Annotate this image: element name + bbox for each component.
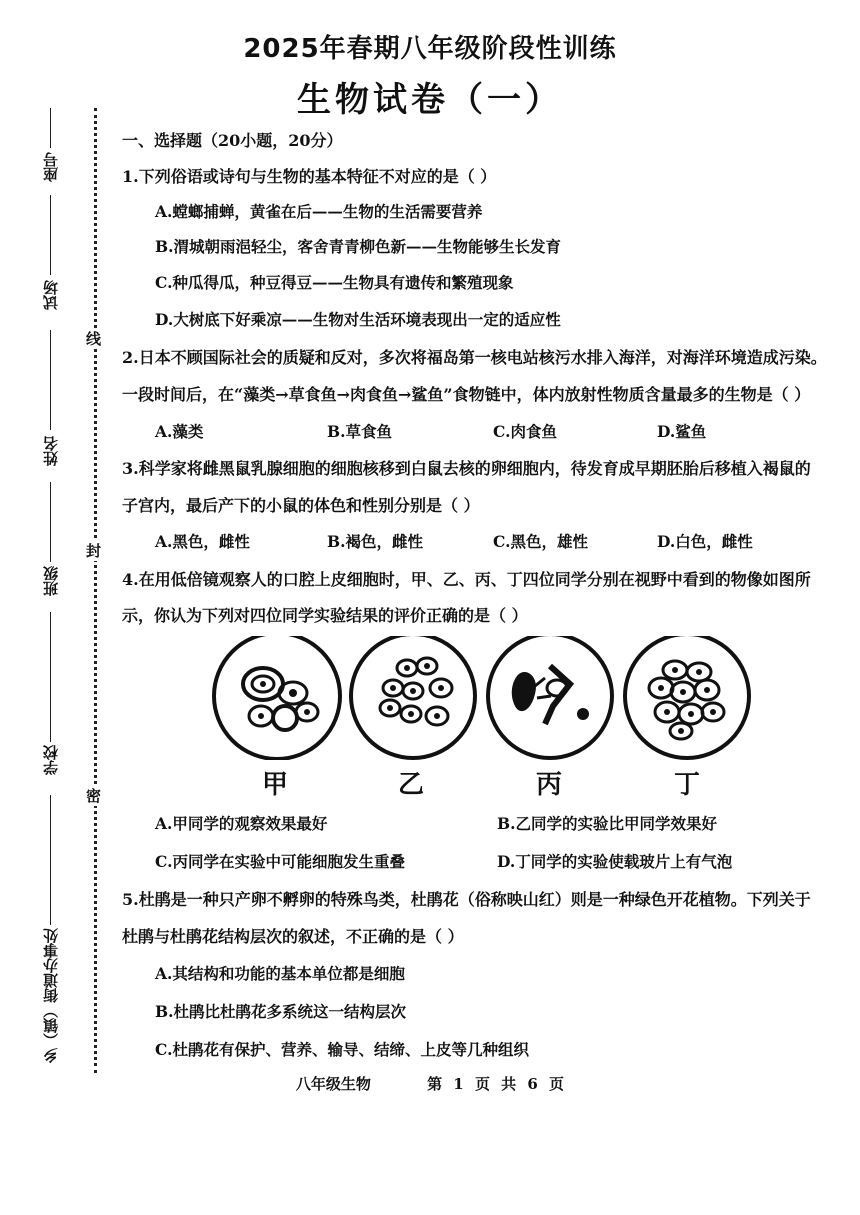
- question-1-option-a: A.螳螂捕蝉，黄雀在后——生物的生活需要营养: [155, 202, 483, 221]
- figure-label-ding: 丁: [674, 770, 701, 800]
- footer-page-number: 第 1 页 共 6 页: [427, 1075, 565, 1093]
- class-blank[interactable]: [50, 482, 51, 562]
- question-3-option-c: C.黑色，雄性: [493, 532, 588, 551]
- seat-number-label: 座号: [42, 152, 60, 182]
- question-4-option-b: B.乙同学的实验比甲同学效果好: [497, 814, 717, 833]
- name-label: 姓名: [42, 436, 60, 466]
- class-label: 班级: [42, 566, 60, 596]
- question-4-option-c: C.丙同学在实验中可能细胞发生重叠: [155, 852, 405, 871]
- binding-dotted-line: [94, 108, 97, 1073]
- question-1-option-c: C.种瓜得瓜，种豆得豆——生物具有遗传和繁殖现象: [155, 273, 514, 292]
- figure-label-jia: 甲: [262, 770, 289, 800]
- question-3-option-b: B.褐色，雌性: [327, 532, 423, 551]
- page-footer: [0, 1073, 860, 1094]
- question-1-stem: 1.下列俗语或诗句与生物的基本特征不对应的是（ ）: [122, 167, 497, 186]
- view-yi: [351, 636, 475, 758]
- seat-number-blank[interactable]: [50, 108, 51, 148]
- question-3-stem-line2: 子宫内，最后产下的小鼠的体色和性别分别是（ ）: [122, 496, 480, 515]
- question-5-stem-line1: 5.杜鹃是一种只产卵不孵卵的特殊鸟类，杜鹃花（俗称映山红）则是一种绿色开花植物。下列关于: [122, 890, 811, 909]
- question-5-stem-line2: 杜鹃与杜鹃花结构层次的叙述，不正确的是（ ）: [122, 927, 464, 946]
- township-blank[interactable]: [50, 795, 51, 925]
- binding-marker-secret: 密: [86, 787, 102, 805]
- microscope-views-figure: [205, 636, 765, 760]
- question-3-stem-line1: 3.科学家将雌黑鼠乳腺细胞的细胞核移到白鼠去核的卵细胞内，待发育成早期胚胎后移植入褐鼠的: [122, 459, 811, 478]
- name-blank[interactable]: [50, 330, 51, 430]
- binding-marker-line: 线: [86, 330, 102, 348]
- view-ding: [625, 636, 749, 758]
- question-2-option-a: A.藻类: [155, 422, 204, 441]
- exam-room-blank[interactable]: [50, 195, 51, 275]
- question-4-stem-line1: 4.在用低倍镜观察人的口腔上皮细胞时，甲、乙、丙、丁四位同学分别在视野中看到的物像如图所: [122, 570, 811, 589]
- binding-marker-seal: 封: [86, 542, 102, 560]
- view-bing: [488, 636, 612, 758]
- figure-label-yi: 乙: [398, 770, 425, 800]
- exam-title-line1: 2025年春期八年级阶段性训练: [243, 34, 617, 64]
- question-5-option-c: C.杜鹃花有保护、营养、输导、结缔、上皮等几种组织: [155, 1040, 529, 1059]
- question-2-option-b: B.草食鱼: [327, 422, 392, 441]
- question-1-option-d: D.大树底下好乘凉——生物对生活环境表现出一定的适应性: [155, 310, 561, 329]
- exam-title-line2: 生物试卷（一）: [297, 80, 563, 120]
- figure-label-bing: 丙: [536, 770, 563, 800]
- question-2-stem-line2: 一段时间后，在“藻类→草食鱼→肉食鱼→鲨鱼”食物链中，体内放射性物质含量最多的生物是（ ）: [122, 385, 811, 404]
- question-2-option-d: D.鲨鱼: [657, 422, 707, 441]
- section-heading: 一、选择题（20小题，20分）: [122, 131, 343, 150]
- question-4-option-d: D.丁同学的实验使载玻片上有气泡: [497, 852, 733, 871]
- footer-subject: 八年级生物: [295, 1075, 371, 1093]
- question-3-option-d: D.白色，雌性: [657, 532, 753, 551]
- question-5-option-a: A.其结构和功能的基本单位都是细胞: [155, 964, 405, 983]
- school-blank[interactable]: [50, 612, 51, 742]
- question-4-option-a: A.甲同学的观察效果最好: [155, 814, 328, 833]
- question-2-option-c: C.肉食鱼: [493, 422, 557, 441]
- question-4-stem-line2: 示，你认为下列对四位同学实验结果的评价正确的是（ ）: [122, 606, 528, 625]
- question-5-option-b: B.杜鹃比杜鹃花多系统这一结构层次: [155, 1002, 406, 1021]
- question-3-option-a: A.黑色，雌性: [155, 532, 250, 551]
- school-label: 学校: [42, 745, 60, 775]
- exam-room-label: 试场: [42, 280, 60, 310]
- view-jia: [214, 636, 340, 759]
- question-1-option-b: B.渭城朝雨浥轻尘，客舍青青柳色新——生物能够生长发育: [155, 237, 561, 256]
- question-2-stem-line1: 2.日本不顾国际社会的质疑和反对，多次将福岛第一核电站核污水排入海洋，对海洋环境造成污染。: [122, 348, 827, 367]
- township-label: 乡（镇）街道办事处: [42, 928, 60, 1063]
